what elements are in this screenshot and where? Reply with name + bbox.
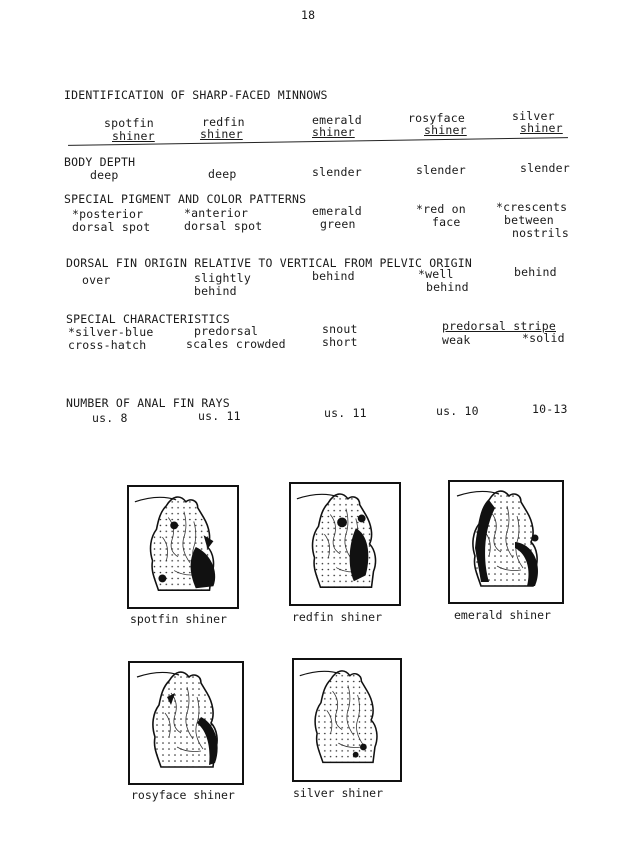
header-silver-line1: silver — [512, 109, 555, 123]
map-spotfin-shiner — [127, 485, 239, 609]
map-caption-spotfin: spotfin shiner — [130, 612, 227, 626]
anal-rays-heading: NUMBER OF ANAL FIN RAYS — [66, 396, 230, 410]
dorsal-redfin-line1: slightly — [194, 271, 251, 285]
body-depth-rosyface: slender — [416, 163, 466, 177]
dorsal-spotfin: over — [82, 273, 111, 287]
header-spotfin-line2: shiner — [112, 129, 155, 143]
dorsal-silver: behind — [514, 265, 557, 279]
dorsal-rosyface-line1: *well — [418, 267, 454, 281]
pigment-emerald-line2: green — [320, 217, 356, 231]
anal-rays-emerald: us. 11 — [324, 406, 367, 420]
dorsal-heading: DORSAL FIN ORIGIN RELATIVE TO VERTICAL FROM PELVIC ORIGIN — [66, 256, 473, 270]
body-depth-silver: slender — [520, 161, 570, 175]
dorsal-rosyface-line2: behind — [426, 280, 469, 294]
map-rosyface-shiner — [128, 661, 244, 785]
header-spotfin-line1: spotfin — [104, 116, 154, 130]
map-silver-shiner — [292, 658, 402, 782]
pigment-emerald-line1: emerald — [312, 204, 362, 218]
map-emerald-shiner — [448, 480, 564, 604]
special-heading: SPECIAL CHARACTERISTICS — [66, 312, 230, 326]
special-emerald-line1: snout — [322, 322, 358, 336]
page-number: 18 — [301, 8, 316, 22]
predorsal-stripe-label: predorsal stripe — [442, 319, 556, 333]
special-silver: *solid — [522, 331, 565, 345]
record-dot — [337, 517, 347, 527]
special-spotfin-line1: *silver-blue — [68, 325, 154, 339]
pigment-redfin-line2: dorsal spot — [184, 219, 263, 233]
record-dot — [360, 744, 367, 751]
special-rosyface: weak — [442, 333, 471, 347]
body-depth-emerald: slender — [312, 165, 362, 179]
special-redfin-line2: scales crowded — [186, 337, 286, 351]
anal-rays-silver: 10-13 — [532, 402, 568, 416]
pigment-silver-line2: between — [504, 213, 554, 227]
header-silver-line2: shiner — [520, 121, 563, 135]
body-depth-heading: BODY DEPTH — [64, 155, 136, 169]
page-title: IDENTIFICATION OF SHARP-FACED MINNOWS — [64, 88, 328, 102]
header-rosyface-line1: rosyface — [408, 111, 465, 125]
header-redfin-line1: redfin — [202, 115, 245, 129]
record-dot — [353, 752, 359, 758]
map-caption-rosyface: rosyface shiner — [131, 788, 235, 802]
pigment-rosyface-line1: *red on — [416, 202, 466, 216]
record-dot — [158, 574, 166, 582]
map-caption-emerald: emerald shiner — [454, 608, 551, 622]
anal-rays-spotfin: us. 8 — [92, 411, 128, 425]
anal-rays-rosyface: us. 10 — [436, 404, 479, 418]
pigment-spotfin-line1: *posterior — [72, 207, 144, 221]
dorsal-emerald: behind — [312, 269, 355, 283]
pigment-heading: SPECIAL PIGMENT AND COLOR PATTERNS — [64, 192, 307, 206]
special-redfin-line1: predorsal — [194, 324, 259, 338]
pigment-silver-line1: *crescents — [496, 200, 568, 214]
header-emerald-line2: shiner — [312, 125, 355, 139]
pigment-redfin-line1: *anterior — [184, 206, 249, 220]
map-caption-silver: silver shiner — [293, 786, 384, 800]
map-redfin-shiner — [289, 482, 401, 606]
special-spotfin-line2: cross-hatch — [68, 338, 147, 352]
record-dot — [358, 515, 366, 523]
dorsal-redfin-line2: behind — [194, 284, 237, 298]
special-emerald-line2: short — [322, 335, 358, 349]
map-caption-redfin: redfin shiner — [292, 610, 383, 624]
pigment-spotfin-line2: dorsal spot — [72, 220, 151, 234]
pigment-rosyface-line2: face — [432, 215, 461, 229]
header-emerald-line1: emerald — [312, 113, 362, 127]
body-depth-spotfin: deep — [90, 168, 119, 182]
header-redfin-line2: shiner — [200, 127, 243, 141]
record-dot — [532, 535, 539, 542]
body-depth-redfin: deep — [208, 167, 237, 181]
anal-rays-redfin: us. 11 — [198, 409, 241, 423]
pigment-silver-line3: nostrils — [512, 226, 569, 240]
header-rosyface-line2: shiner — [424, 123, 467, 137]
record-dot — [170, 521, 178, 529]
